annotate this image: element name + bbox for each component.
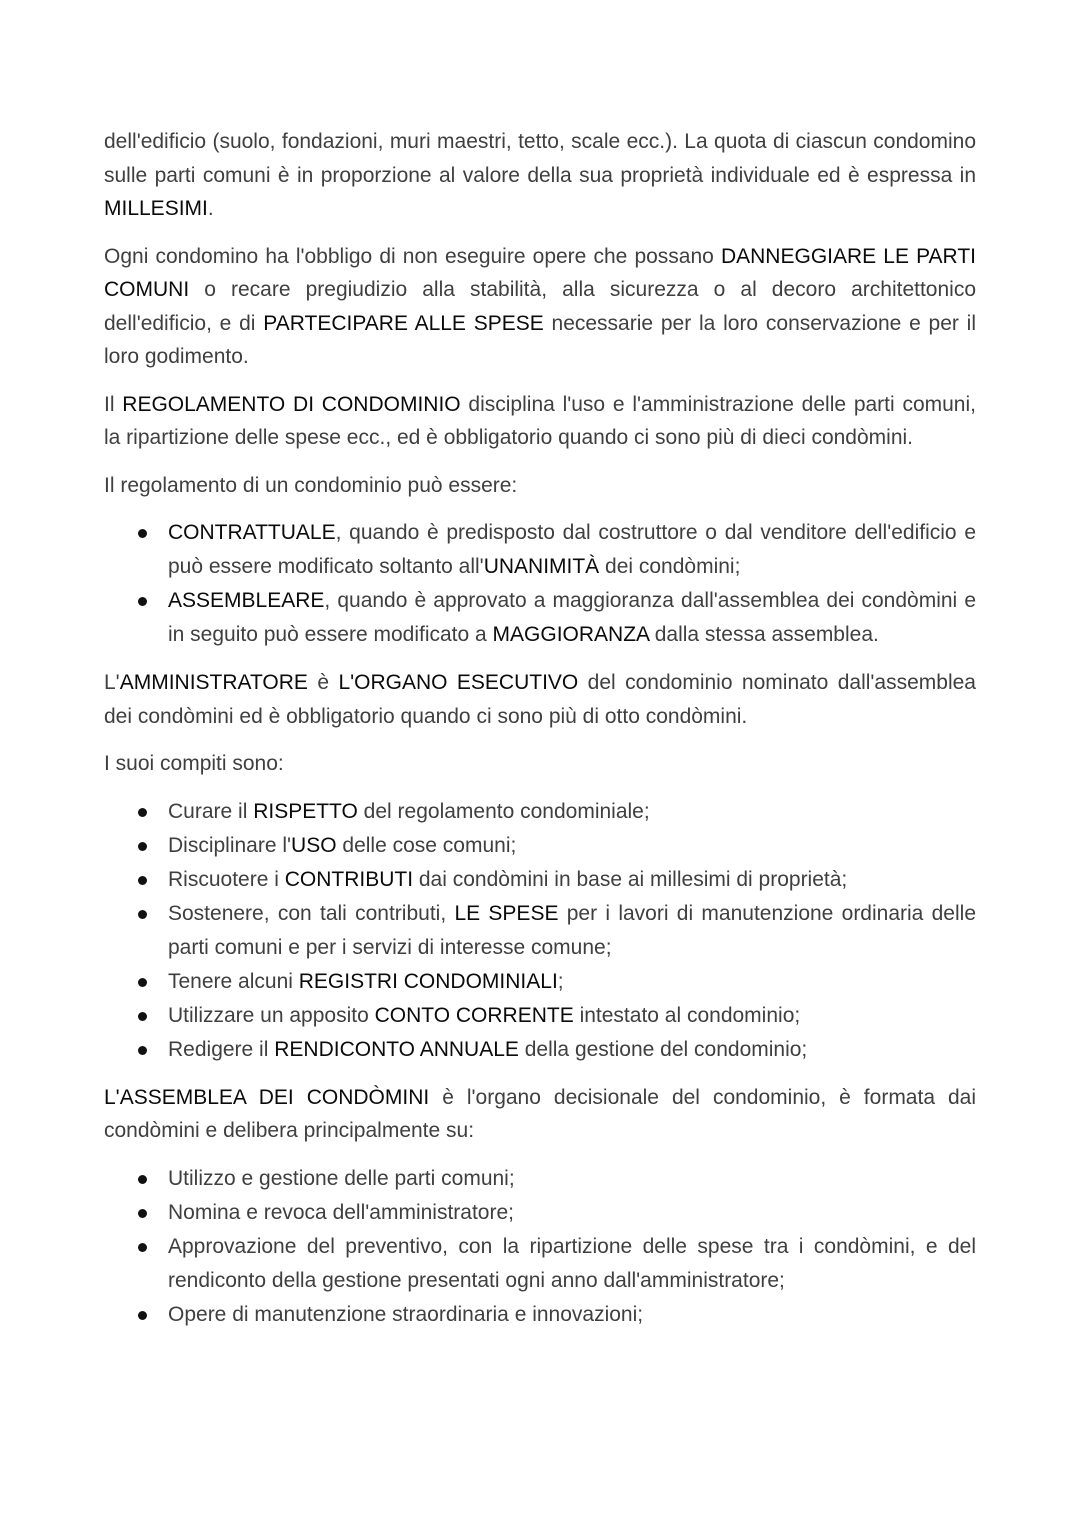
list-compiti: [104, 795, 976, 1067]
list-item: Utilizzare un apposito CONTO CORRENTE intestato al condominio;: [104, 999, 976, 1033]
bullet-icon: [138, 1046, 147, 1055]
list-assemblea: [104, 1162, 976, 1332]
list-item: Utilizzo e gestione delle parti comuni;: [104, 1162, 976, 1196]
list-item: ASSEMBLEARE, quando è approvato a maggioranza dall'assemblea dei condòmini e in seguito può essere modificato a MAGGIORANZA dalla stessa assemblea.: [104, 584, 976, 652]
bullet-icon: [138, 842, 147, 851]
bullet-icon: [138, 529, 147, 538]
bullet-icon: [138, 1012, 147, 1021]
paragraph-amministratore: L'AMMINISTRATORE è L'ORGANO ESECUTIVO del condominio nominato dall'assemblea dei condòmini ed è obbligatorio quando ci sono più di otto condòmini.: [104, 671, 976, 728]
paragraph-regolamento: Il REGOLAMENTO DI CONDOMINIO disciplina l'uso e l'amministrazione delle parti comuni, la ripartizione delle spese ecc., ed è obbligatorio quando ci sono più di dieci condòmini.: [104, 392, 976, 449]
list-regolamento: [104, 516, 976, 652]
list-item: Tenere alcuni REGISTRI CONDOMINIALI;: [104, 965, 976, 999]
list-item: Nomina e revoca dell'amministratore;: [104, 1196, 976, 1230]
list-item: Redigere il RENDICONTO ANNUALE della gestione del condominio;: [104, 1033, 976, 1067]
list-item: Disciplinare l'USO delle cose comuni;: [104, 829, 976, 863]
list-item: Sostenere, con tali contributi, LE SPESE per i lavori di manutenzione ordinaria delle parti comuni e per i servizi di interesse comune;: [104, 897, 976, 965]
keyword-organo-esecutivo: L'ORGANO ESECUTIVO: [338, 671, 579, 694]
paragraph-regolamento-tipi: Il regolamento di un condominio può essere:: [104, 473, 518, 497]
paragraph-assemblea: L'ASSEMBLEA DEI CONDÒMINI è l'organo decisionale del condominio, è formata dai condòmini e delibera principalmente su:: [104, 1085, 977, 1142]
list-item: Approvazione del preventivo, con la ripartizione delle spese tra i condòmini, e del rendiconto della gestione presentati ogni anno dall'amministratore;: [104, 1230, 976, 1298]
keyword-regolamento: REGOLAMENTO DI CONDOMINIO: [122, 392, 461, 416]
bullet-icon: [138, 910, 147, 919]
bullet-icon: [138, 808, 147, 817]
paragraph-compiti: I suoi compiti sono:: [104, 752, 284, 775]
keyword-amministratore: AMMINISTRATORE: [119, 671, 308, 694]
list-item: Riscuotere i CONTRIBUTI dai condòmini in base ai millesimi di proprietà;: [104, 863, 976, 897]
paragraph-millesimi: dell'edificio (suolo, fondazioni, muri maestri, tetto, scale ecc.). La quota di ciascun condomino sulle parti comuni è in proporzione al valore della sua proprietà individuale ed è espressa in MILLESIMI.: [104, 130, 976, 220]
bullet-icon: [138, 1243, 147, 1252]
bullet-icon: [138, 876, 147, 885]
bullet-icon: [138, 1175, 147, 1184]
bullet-icon: [138, 978, 147, 987]
bullet-icon: [138, 1209, 147, 1218]
keyword-assemblea: L'ASSEMBLEA DEI CONDÒMINI: [104, 1085, 430, 1109]
keyword-danneggiare: DANNEGGIARE LE PARTI COMUNI: [104, 244, 976, 301]
paragraph-obblighi: Ogni condomino ha l'obbligo di non eseguire opere che possano DANNEGGIARE LE PARTI COMUNI o recare pregiudizio alla stabilità, alla sicurezza o al decoro architettonico dell'edificio, e di PARTECIPARE ALLE SPESE necessarie per la loro conservazione e per il loro godimento.: [104, 244, 976, 368]
bullet-icon: [138, 597, 147, 606]
keyword-millesimi: MILLESIMI: [104, 197, 208, 220]
list-item: CONTRATTUALE, quando è predisposto dal costruttore o dal venditore dell'edificio e può essere modificato soltanto all'UNANIMITÀ dei condòmini;: [104, 516, 976, 584]
keyword-partecipare: PARTECIPARE ALLE SPESE: [263, 311, 544, 335]
list-item: Opere di manutenzione straordinaria e innovazioni;: [104, 1298, 976, 1332]
bullet-icon: [138, 1311, 147, 1320]
list-item: Curare il RISPETTO del regolamento condominiale;: [104, 795, 976, 829]
